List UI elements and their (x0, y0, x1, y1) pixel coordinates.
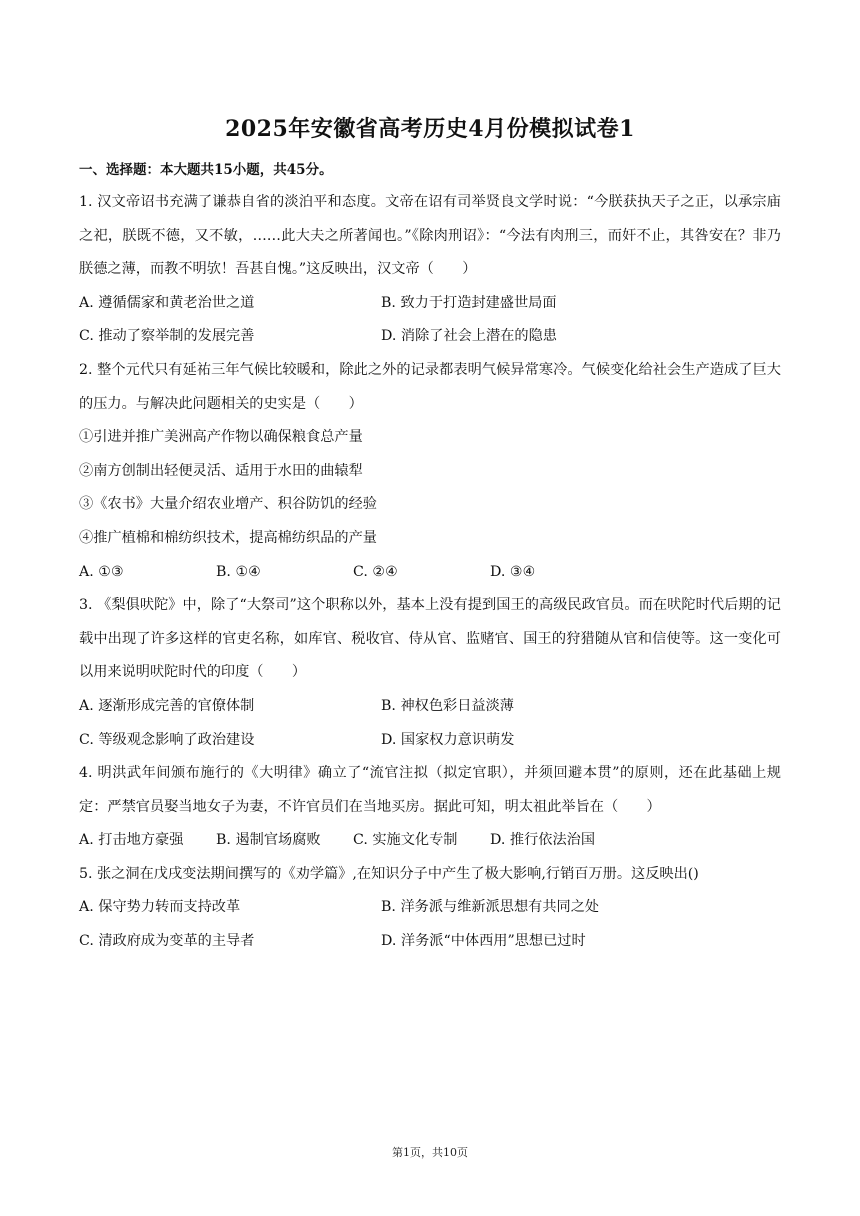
statement-1: ①引进并推广美洲高产作物以确保粮食总产量 (79, 429, 363, 446)
option-group (79, 287, 781, 354)
page-number: 第1页，共10页 (392, 1146, 468, 1159)
question-text: 5. 张之洞在戊戌变法期间撰写的《劝学篇》,在知识分子中产生了极大影响,行销百万册。这反映出() (79, 865, 699, 882)
page-title: 2025年安徽省高考历史4月份模拟试卷1 (225, 116, 635, 142)
option-group (79, 891, 781, 958)
statement-2: ②南方创制出轻便灵活、适用于水田的曲辕犁 (79, 462, 363, 479)
option-a[interactable]: A. 保守势力转而支持改革 (79, 899, 241, 916)
question-text: 4. 明洪武年间颁布施行的《大明律》确立了“流官注拟（拟定官职），并须回避本贯”的原则，还在此基础上规定：严禁官员娶当地女子为妻，不许官员们在当地买房。据此可知，明太祖此举旨在（ ） (79, 765, 781, 815)
option-b[interactable]: B. 神权色彩日益淡薄 (381, 697, 514, 714)
option-c[interactable]: C. ②④ (353, 563, 398, 580)
option-c[interactable]: C. 等级观念影响了政治建设 (79, 731, 255, 748)
option-group (79, 690, 781, 757)
statement-4: ④推广植棉和棉纺织技术，提高棉纺织品的产量 (79, 529, 377, 546)
option-d[interactable]: D. 国家权力意识萌发 (381, 731, 515, 748)
option-b[interactable]: B. ①④ (216, 563, 261, 580)
statement-3: ③《农书》大量介绍农业增产、积谷防饥的经验 (79, 496, 377, 513)
question-list (79, 186, 781, 959)
question-4 (79, 757, 781, 858)
question-text: 1. 汉文帝诏书充满了谦恭自省的淡泊平和态度。文帝在诏有司举贤良文学时说：“今朕获执天子之正，以承宗庙之祀，朕既不德，又不敏，……此大夫之所著闻也。”《除肉刑诏》：“今法有肉刑三，而奸不止，其咎安在？非乃朕德之薄，而教不明欤！吾甚自愧。”这反映出，汉文帝（ ） (79, 194, 781, 278)
question-text: 2. 整个元代只有延祐三年气候比较暖和，除此之外的记录都表明气候异常寒冷。气候变化给社会生产造成了巨大的压力。与解决此问题相关的史实是（ ） (79, 361, 781, 412)
option-b[interactable]: B. 遏制官场腐败 (216, 832, 321, 849)
option-a[interactable]: A. ①③ (79, 563, 124, 580)
question-1 (79, 186, 781, 354)
question-2 (79, 354, 781, 589)
option-d[interactable]: D. 消除了社会上潜在的隐患 (381, 328, 557, 345)
section-heading: 一、选择题：本大题共15小题，共45分。 (79, 162, 333, 178)
option-a[interactable]: A. 遵循儒家和黄老治世之道 (79, 294, 255, 311)
option-d[interactable]: D. 洋务派“中体西用”思想已过时 (381, 933, 586, 950)
option-c[interactable]: C. 实施文化专制 (353, 832, 458, 849)
option-a[interactable]: A. 逐渐形成完善的官僚体制 (79, 697, 255, 714)
option-c[interactable]: C. 推动了察举制的发展完善 (79, 328, 255, 345)
option-c[interactable]: C. 清政府成为变革的主导者 (79, 933, 255, 950)
option-d[interactable]: D. 推行依法治国 (490, 832, 596, 849)
option-b[interactable]: B. 洋务派与维新派思想有共同之处 (381, 899, 600, 916)
option-d[interactable]: D. ③④ (490, 563, 536, 580)
question-3 (79, 589, 781, 757)
option-b[interactable]: B. 致力于打造封建盛世局面 (381, 294, 557, 311)
option-group (79, 556, 781, 590)
question-text: 3. 《梨俱吠陀》中，除了“大祭司”这个职称以外，基本上没有提到国王的高级民政官员。而在吠陀时代后期的记载中出现了许多这样的官吏名称，如库官、税收官、侍从官、监赌官、国王的狩猎随从官和信使等。这一变化可以用来说明吠陀时代的印度（ ） (79, 597, 781, 681)
question-5 (79, 858, 781, 959)
option-a[interactable]: A. 打击地方豪强 (79, 832, 184, 849)
option-group (79, 824, 781, 858)
